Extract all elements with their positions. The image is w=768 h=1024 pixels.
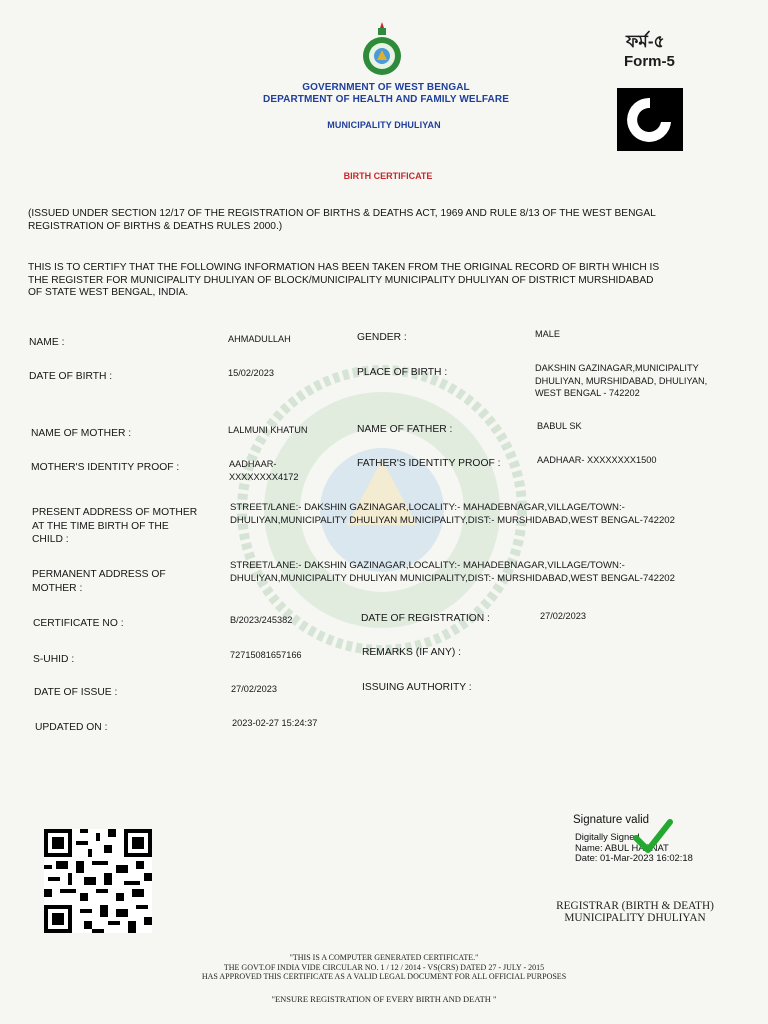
header-government: GOVERNMENT OF WEST BENGAL	[302, 82, 470, 93]
father-id-value: AADHAAR- XXXXXXXX1500	[537, 455, 657, 465]
header-municipality: MUNICIPALITY DHULIYAN	[327, 120, 441, 130]
pob-label: PLACE OF BIRTH :	[357, 367, 448, 378]
gender-value: MALE	[535, 329, 561, 339]
suhid-value: 72715081657166	[230, 650, 302, 660]
permanent-address-value: STREET/LANE:- DAKSHIN GAZINAGAR,LOCALITY:- MAHADEBNAGAR,VILLAGE/TOWN:- DHULIYAN,MUNICIPALITY DHULIYAN MUNICIPALITY,DIST:- MURSHIDABAD,WEST BENGAL-742202	[230, 560, 675, 584]
mother-name-label: NAME OF MOTHER :	[31, 428, 132, 439]
father-name-value: BABUL SK	[537, 421, 582, 431]
issued-under-text: (ISSUED UNDER SECTION 12/17 OF THE REGISTRATION OF BIRTHS & DEATHS ACT, 1969 AND RULE 8/13 OF THE WEST BENGAL REGISTRATION OF BIRTHS & DEATHS RULES 2000.)	[28, 208, 656, 232]
registration-date-label: DATE OF REGISTRATION :	[361, 613, 490, 624]
certificate-no-value: B/2023/245382	[230, 615, 293, 625]
footer-notice: "THIS IS A COMPUTER GENERATED CERTIFICATE." THE GOVT.OF INDIA VIDE CIRCULAR NO. 1 / 12 / 2014 - VS(CRS) DATED 27 - JULY - 2015 HAS APPROVED THIS CERTIFICATE AS A VALID LEGAL DOCUMENT FOR ALL OFFICIAL PURPOSES	[201, 953, 567, 981]
updated-on-label: UPDATED ON :	[35, 722, 108, 733]
certify-text: THIS IS TO CERTIFY THAT THE FOLLOWING INFORMATION HAS BEEN TAKEN FROM THE ORIGINAL RECORD OF BIRTH WHICH IS THE REGISTER FOR MUNICIPALITY DHULIYAN OF BLOCK/MUNICIPALITY MUNICIPALITY DHULIYAN OF DISTRICT MURSHIDABAD OF STATE WEST BENGAL, INDIA.	[28, 262, 660, 298]
form-number: Form-5	[624, 53, 675, 70]
dob-label: DATE OF BIRTH :	[29, 371, 113, 382]
name-label: NAME :	[29, 337, 65, 348]
header-department: DEPARTMENT OF HEALTH AND FAMILY WELFARE	[263, 94, 509, 105]
signature-status: Signature valid	[573, 814, 650, 826]
west-bengal-emblem-icon	[360, 20, 404, 78]
qr-code-icon	[44, 829, 152, 933]
mother-name-value: LALMUNI KHATUN	[228, 425, 308, 435]
present-address-label: PRESENT ADDRESS OF MOTHER AT THE TIME BIRTH OF THE CHILD :	[32, 507, 198, 545]
footer-slogan: "ENSURE REGISTRATION OF EVERY BIRTH AND DEATH "	[271, 994, 497, 1004]
updated-on-value: 2023-02-27 15:24:37	[232, 718, 318, 728]
father-id-label: FATHER'S IDENTITY PROOF :	[357, 458, 501, 469]
present-address-value: STREET/LANE:- DAKSHIN GAZINAGAR,LOCALITY:- MAHADEBNAGAR,VILLAGE/TOWN:- DHULIYAN,MUNICIPALITY DHULIYAN MUNICIPALITY,DIST:- MURSHIDABAD,WEST BENGAL-742202	[230, 502, 675, 526]
mother-id-label: MOTHER'S IDENTITY PROOF :	[31, 462, 180, 473]
signature-details: Digitally Signed Name: ABUL HASNAT Date: 01-Mar-2023 16:02:18	[575, 831, 693, 863]
issue-date-label: DATE OF ISSUE :	[34, 687, 118, 698]
permanent-address-label: PERMANENT ADDRESS OF MOTHER :	[32, 569, 166, 594]
green-check-icon	[633, 818, 673, 856]
certificate-no-label: CERTIFICATE NO :	[33, 618, 124, 629]
remarks-label: REMARKS (IF ANY) :	[362, 647, 461, 658]
gender-label: GENDER :	[357, 332, 407, 343]
issue-date-value: 27/02/2023	[231, 684, 277, 694]
suhid-label: S-UHID :	[33, 654, 75, 665]
mother-id-value: AADHAAR- XXXXXXXX4172	[229, 459, 299, 482]
father-name-label: NAME OF FATHER :	[357, 424, 453, 435]
pob-value: DAKSHIN GAZINAGAR,MUNICIPALITY DHULIYAN, MURSHIDABAD, DHULIYAN, WEST BENGAL - 742202	[535, 363, 708, 398]
issuing-authority-label: ISSUING AUTHORITY :	[362, 682, 472, 693]
registrar-signature: REGISTRAR (BIRTH & DEATH) MUNICIPALITY DHULIYAN	[556, 900, 714, 924]
certificate-title: BIRTH CERTIFICATE	[343, 171, 433, 181]
name-value: AHMADULLAH	[228, 334, 291, 344]
dob-value: 15/02/2023	[228, 368, 274, 378]
form-number-bengali: ফর্ম-৫	[626, 32, 665, 51]
registration-date-value: 27/02/2023	[540, 611, 586, 621]
